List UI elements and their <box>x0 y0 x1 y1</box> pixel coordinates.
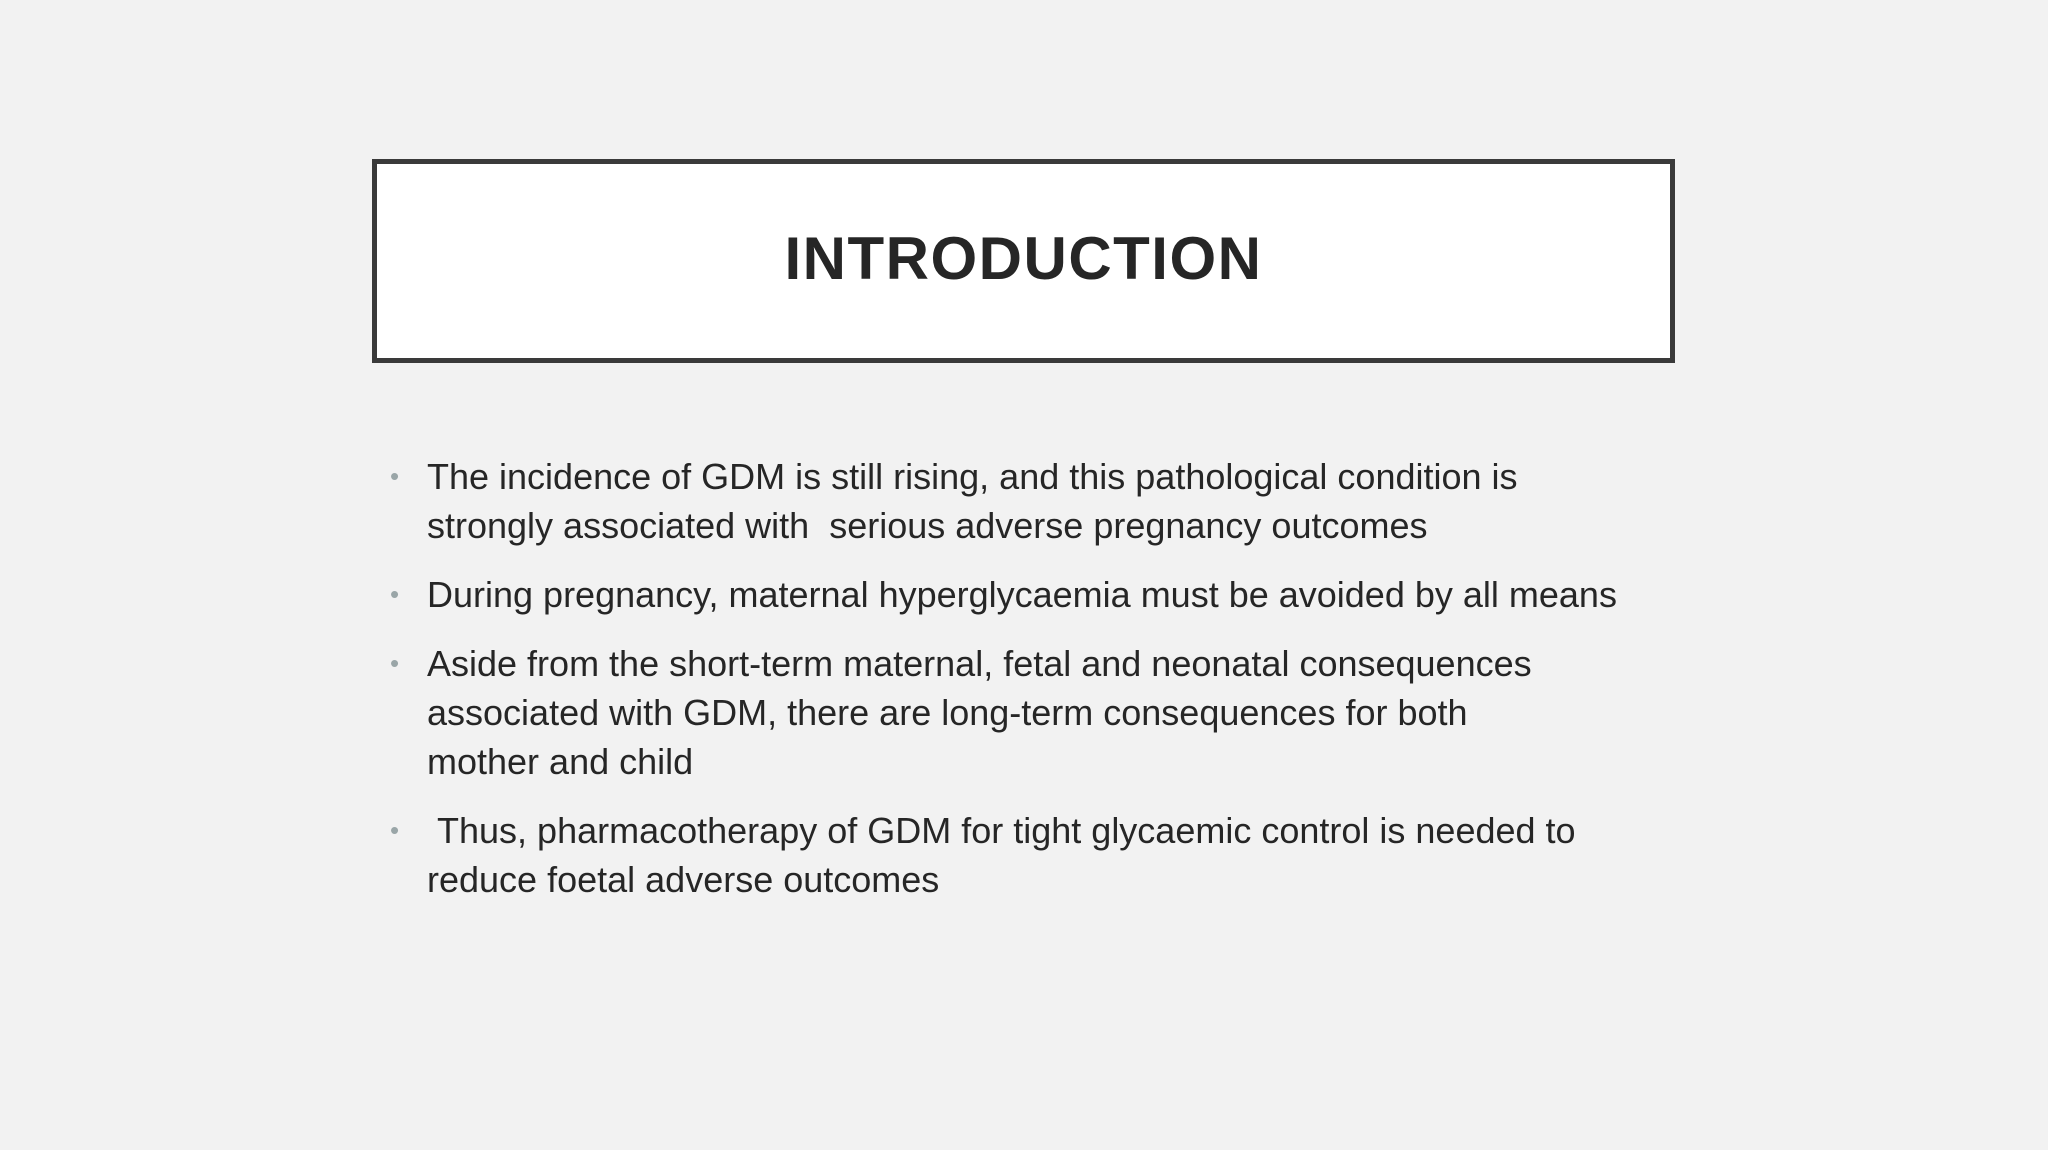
slide-title: INTRODUCTION <box>784 225 1263 292</box>
bullet-text: During pregnancy, maternal hyperglycaemia must be avoided by all means <box>427 574 1617 615</box>
bullet-icon: • <box>390 461 400 491</box>
bullet-text: The incidence of GDM is still rising, and this pathological condition is strongly associated with serious adverse pregnancy outcomes <box>427 456 1518 546</box>
bullet-icon: • <box>390 815 400 845</box>
bullet-list <box>388 452 1678 924</box>
bullet-item <box>388 806 1678 904</box>
bullet-text: Aside from the short-term maternal, fetal and neonatal consequences associated with GDM, there are long-term consequences for both mother and child <box>427 643 1532 782</box>
title-box <box>372 159 1675 363</box>
bullet-icon: • <box>390 648 400 678</box>
bullet-text: Thus, pharmacotherapy of GDM for tight glycaemic control is needed to reduce foetal adverse outcomes <box>427 810 1576 900</box>
bullet-item <box>388 570 1678 619</box>
bullet-item <box>388 639 1678 786</box>
bullet-icon: • <box>390 579 400 609</box>
bullet-item <box>388 452 1678 550</box>
